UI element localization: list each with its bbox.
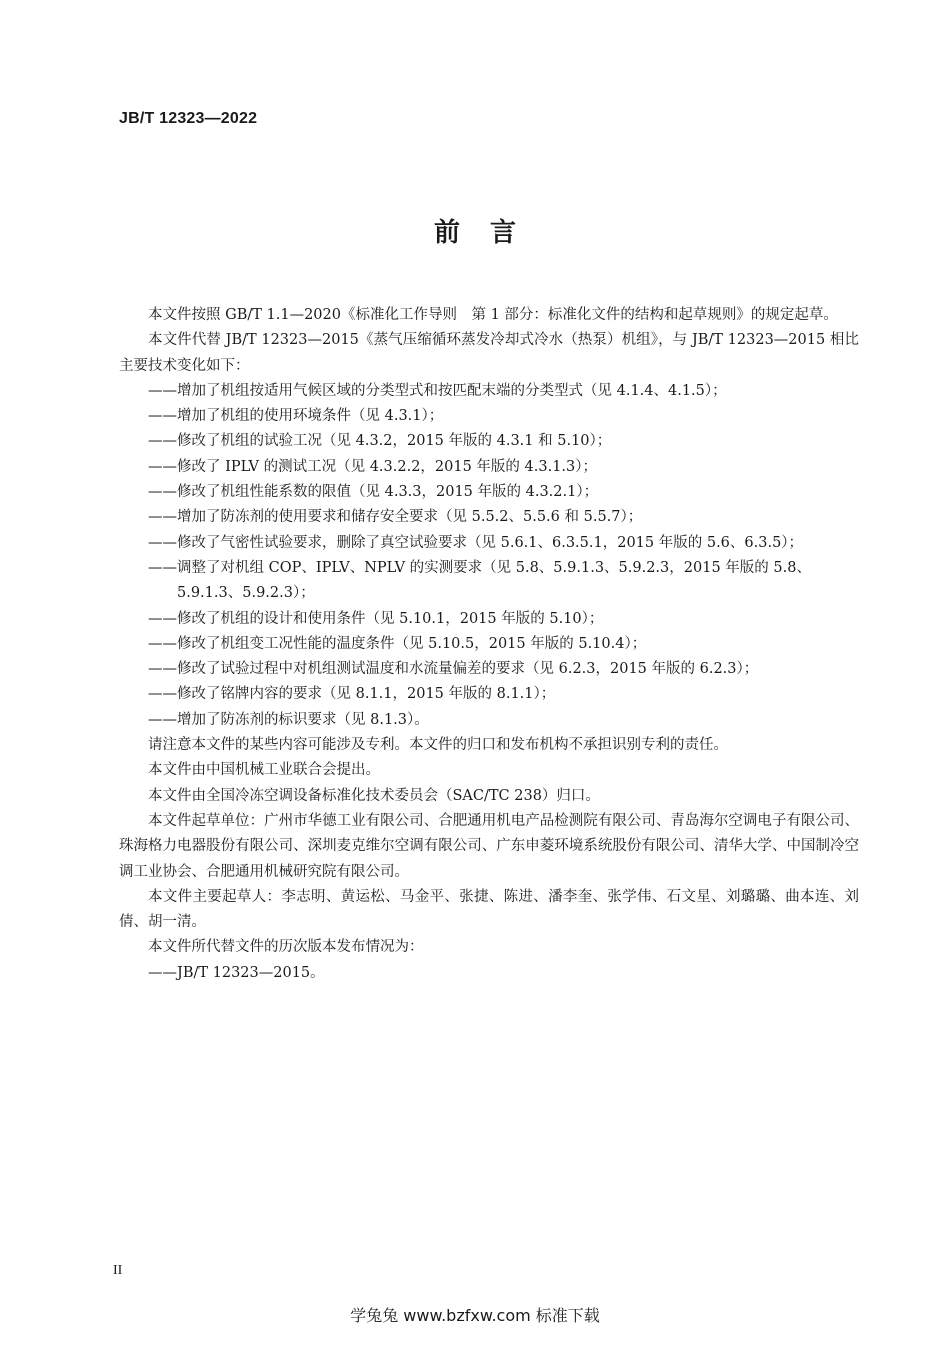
change-item: —— 修改了机组的设计和使用条件（见 5.10.1，2015 年版的 5.10）； <box>148 610 604 627</box>
change-item: —— 增加了机组按适用气候区域的分类型式和按匹配末端的分类型式（见 4.1.4、4.1.5）； <box>148 382 727 399</box>
change-item: —— 修改了铭牌内容的要求（见 8.1.1，2015 年版的 8.1.1）； <box>148 686 556 703</box>
change-item: —— 修改了 IPLV 的测试工况（见 4.3.2.2，2015 年版的 4.3.1.3）； <box>148 458 598 475</box>
change-item: —— 修改了机组性能系数的限值（见 4.3.3，2015 年版的 4.3.2.1）； <box>148 484 599 501</box>
document-code: JB/T 12323—2022 <box>119 110 258 127</box>
paragraph: 本文件起草单位：广州市华德工业有限公司、合肥通用机电产品检测院有限公司、青岛海尔空调电子有限公司、珠海格力电器股份有限公司、深圳麦克维尔空调有限公司、广东申菱环境系统股份有限公司、清华大学、中国制冷空调工业协会、合肥通用机械研究院有限公司。 <box>119 812 859 880</box>
change-item: —— 增加了防冻剂的使用要求和储存安全要求（见 5.5.2、5.5.6 和 5.5.7）； <box>148 509 643 526</box>
change-item: —— 修改了试验过程中对机组测试温度和水流量偏差的要求（见 6.2.3，2015 年版的 6.2.3）； <box>148 661 759 678</box>
paragraph: 本文件主要起草人：李志明、黄运松、马金平、张捷、陈进、潘李奎、张学伟、石文星、刘璐璐、曲本连、刘倩、胡一清。 <box>119 888 859 931</box>
document-body <box>119 303 859 986</box>
paragraph: 本文件代替 JB/T 12323—2015《蒸气压缩循环蒸发冷却式冷水（热泵）机组》，与 JB/T 12323—2015 相比主要技术变化如下： <box>119 332 859 374</box>
change-item: —— 增加了机组的使用环境条件（见 4.3.1）； <box>148 408 444 425</box>
paragraph: 本文件按照 GB/T 1.1—2020《标准化工作导则 第 1 部分：标准化文件的结构和起草规则》的规定起草。 <box>148 307 838 323</box>
paragraph: 本文件由中国机械工业联合会提出。 <box>148 762 380 779</box>
paragraph: 本文件由全国冷冻空调设备标准化技术委员会（SAC/TC 238）归口。 <box>148 787 600 804</box>
paragraph: 本文件所代替文件的历次版本发布情况为： <box>148 939 424 956</box>
change-item: —— 调整了对机组 COP、IPLV、NPLV 的实测要求（见 5.8、5.9.1.3、5.9.2.3，2015 年版的 5.8、5.9.1.3、5.9.2.3）； <box>148 559 811 602</box>
change-item: —— 修改了气密性试验要求，删除了真空试验要求（见 5.6.1、6.3.5.1，2015 年版的 5.6、6.3.5）； <box>148 534 804 551</box>
change-item: —— 增加了防冻剂的标识要求（见 8.1.3）。 <box>148 711 429 728</box>
change-item: —— 修改了机组的试验工况（见 4.3.2，2015 年版的 4.3.1 和 5.10）； <box>148 433 612 450</box>
page-title: 前言 <box>433 218 546 248</box>
page-number: II <box>113 1263 123 1278</box>
change-item: —— 修改了机组变工况性能的温度条件（见 5.10.5，2015 年版的 5.10.4）； <box>148 635 647 652</box>
history-item: —— JB/T 12323—2015。 <box>148 964 325 981</box>
footer-watermark: 学兔兔 www.bzfxw.com 标准下载 <box>350 1306 600 1325</box>
paragraph: 请注意本文件的某些内容可能涉及专利。本文件的归口和发布机构不承担识别专利的责任。 <box>148 737 728 754</box>
